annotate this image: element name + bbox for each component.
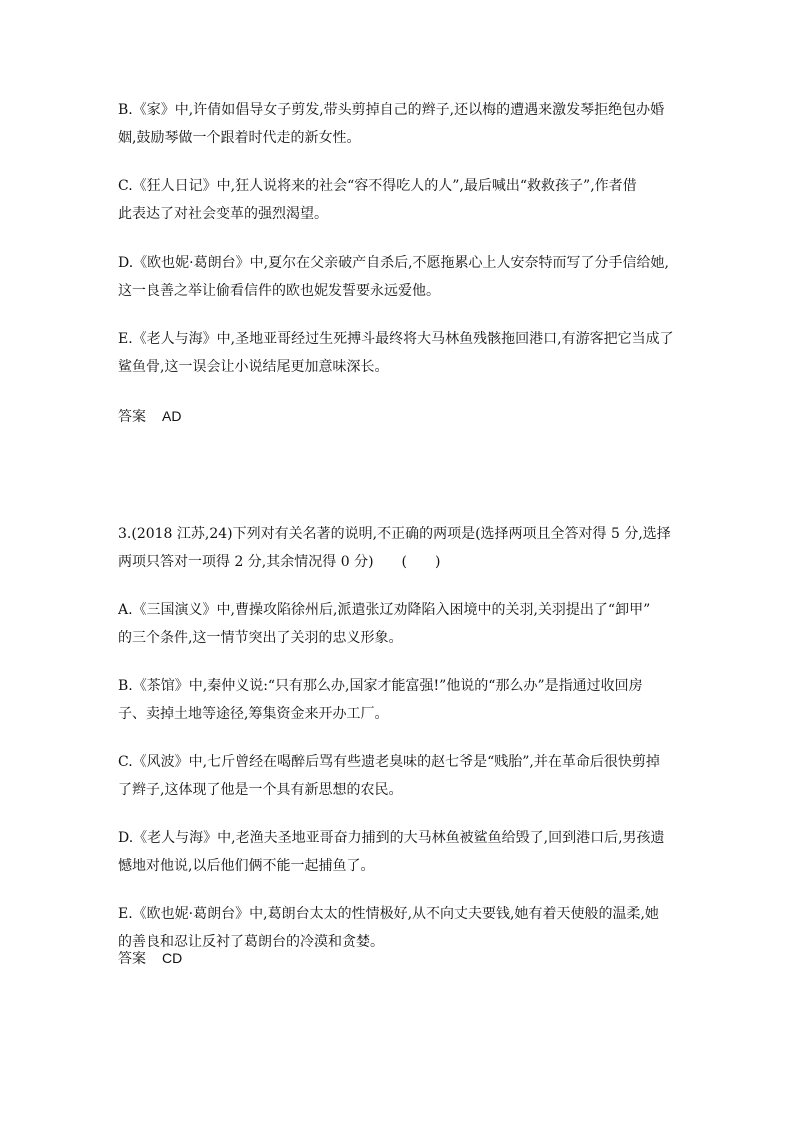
text-line: D.《老人与海》中,老渔夫圣地亚哥奋力捕到的大马林鱼被鲨鱼给毁了,回到港口后,男孩遗 (118, 830, 665, 846)
q2-option-d (118, 249, 684, 305)
q3-option-d (118, 824, 684, 880)
q3-answer (118, 948, 182, 969)
text-line: 鲨鱼骨,这一误会让小说结尾更加意味深长。 (118, 359, 389, 375)
text-line: E.《老人与海》中,圣地亚哥经过生死搏斗最终将大马林鱼残骸拖回港口,有游客把它当成了 (118, 331, 674, 347)
q3-option-a (118, 596, 684, 652)
text-line: 此表达了对社会变革的强烈渴望。 (118, 206, 328, 222)
text-line: C.《风波》中,七斤曾经在喝醉后骂有些遗老臭味的赵七爷是“贱胎”,并在革命后很快剪掉 (118, 754, 660, 770)
text-line: C.《狂人日记》中,狂人说将来的社会“容不得吃人的人”,最后喊出“救救孩子”,作者借 (118, 178, 637, 194)
q3-option-c (118, 748, 684, 804)
text-line: D.《欧也妮·葛朗台》中,夏尔在父亲破产自杀后,不愿拖累心上人安奈特而写了分手信给她, (118, 255, 669, 271)
answer-label: 答案 (118, 951, 146, 967)
text-line: 这一良善之举让偷看信件的欧也妮发誓要永远爱他。 (118, 283, 440, 299)
text-line: E.《欧也妮·葛朗台》中,葛朗台太太的性情极好,从不向丈夫要钱,她有着天使般的温柔,她 (118, 906, 659, 922)
answer-label: 答案 (118, 409, 146, 425)
q3-stem (118, 520, 684, 576)
q2-option-b (118, 96, 684, 152)
q2-option-c (118, 172, 684, 228)
text-line: 憾地对他说,以后他们俩不能一起捕鱼了。 (118, 858, 375, 874)
text-line: 姻,鼓励琴做一个跟着时代走的新女性。 (118, 130, 361, 146)
text-line: 了辫子,这体现了他是一个具有新思想的农民。 (118, 782, 403, 798)
text-line: 两项只答对一项得 2 分,其余情况得 0 分) ( ) (118, 554, 441, 570)
q2-answer (118, 406, 181, 427)
q2-option-e (118, 325, 684, 381)
text-line: B.《家》中,许倩如倡导女子剪发,带头剪掉自己的辫子,还以梅的遭遇来激发琴拒绝包办婚 (118, 102, 665, 118)
text-line: B.《茶馆》中,秦仲义说:“只有那么办,国家才能富强!”他说的“那么办”是指通过收回房 (118, 678, 643, 694)
text-line: A.《三国演义》中,曹操攻陷徐州后,派遣张辽劝降陷入困境中的关羽,关羽提出了“卸甲” (118, 602, 651, 618)
text-line: 3.(2018 江苏,24)下列对有关名著的说明,不正确的两项是(选择两项且全答对得 5 分,选择 (118, 526, 671, 542)
q3-option-b (118, 672, 684, 728)
answer-value: CD (162, 950, 183, 966)
q3-option-e (118, 900, 684, 956)
answer-value: AD (162, 408, 182, 424)
text-line: 的三个条件,这一情节突出了关羽的忠义形象。 (118, 630, 403, 646)
text-line: 子、卖掉土地等途径,筹集资金来开办工厂。 (118, 706, 389, 722)
text-line: 的善良和忍让反衬了葛朗台的冷漠和贪婪。 (118, 934, 384, 950)
